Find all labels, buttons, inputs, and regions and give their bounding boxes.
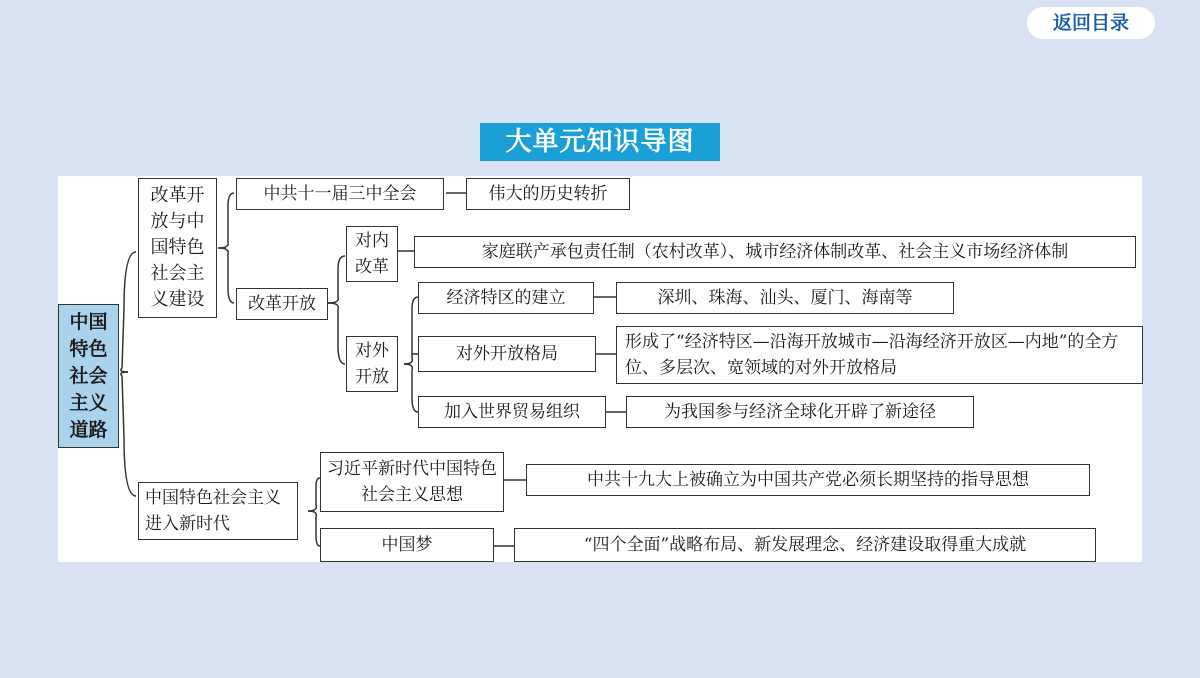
node-special-economic-zones (418, 282, 594, 314)
node-label: 对外开放格局 (456, 344, 558, 364)
node-label: 家庭联产承包责任制（农村改革）、城市经济体制改革、社会主义市场经济体制 (481, 242, 1069, 262)
node-reform-opening (236, 288, 328, 320)
node-label: 加入世界贸易组织 (444, 402, 580, 422)
node-label: 深圳、珠海、汕头、厦门、海南等 (657, 288, 913, 308)
node-chinese-dream (320, 528, 494, 562)
node-third-plenum (236, 178, 444, 210)
note-chinese-dream (514, 528, 1096, 562)
node-opening-pattern (418, 336, 596, 372)
back-to-contents-button[interactable]: 返回目录 (1027, 7, 1155, 39)
node-label: “四个全面”战略布局、新发展理念、经济建设取得重大成就 (583, 535, 1027, 555)
node-label: 伟大的历史转折 (488, 184, 608, 204)
node-label: 中共十一届三中全会 (263, 184, 417, 204)
node-label: 中国梦 (381, 535, 433, 555)
node-label: 改革开放 (248, 294, 316, 314)
note-opening-pattern (616, 326, 1143, 384)
node-label: 为我国参与经济全球化开辟了新途径 (664, 402, 936, 422)
mind-map (58, 176, 1142, 562)
root-node (58, 304, 119, 448)
node-label: 对外开放 (355, 341, 389, 387)
node-opening-up (346, 336, 398, 392)
root-label: 中国特色社会主义道路 (69, 310, 108, 441)
node-reform-and-socialism (138, 178, 217, 318)
node-new-era (138, 482, 298, 540)
node-label: 对内改革 (355, 231, 389, 277)
note-wto (626, 396, 974, 428)
node-label: 中共十九大上被确立为中国共产党必须长期坚持的指导思想 (587, 470, 1029, 490)
node-label: 习近平新时代中国特色社会主义思想 (327, 459, 497, 505)
node-label: 中国特色社会主义进入新时代 (145, 488, 281, 534)
node-label: 改革开放与中国特色社会主义建设 (150, 185, 205, 310)
node-join-wto (418, 396, 606, 428)
note-sez-cities (616, 282, 954, 314)
note-historic-turn (466, 178, 630, 210)
note-xi-thought (526, 464, 1090, 496)
node-domestic-reform (346, 226, 398, 282)
page-title: 大单元知识导图 (480, 123, 720, 161)
note-domestic-reform (414, 236, 1136, 268)
node-label: 形成了“经济特区—沿海开放城市—沿海经济开放区—内地”的全方位、多层次、宽领域的对外开放格局 (625, 332, 1119, 378)
node-xi-thought (320, 452, 504, 512)
node-label: 经济特区的建立 (446, 288, 566, 308)
